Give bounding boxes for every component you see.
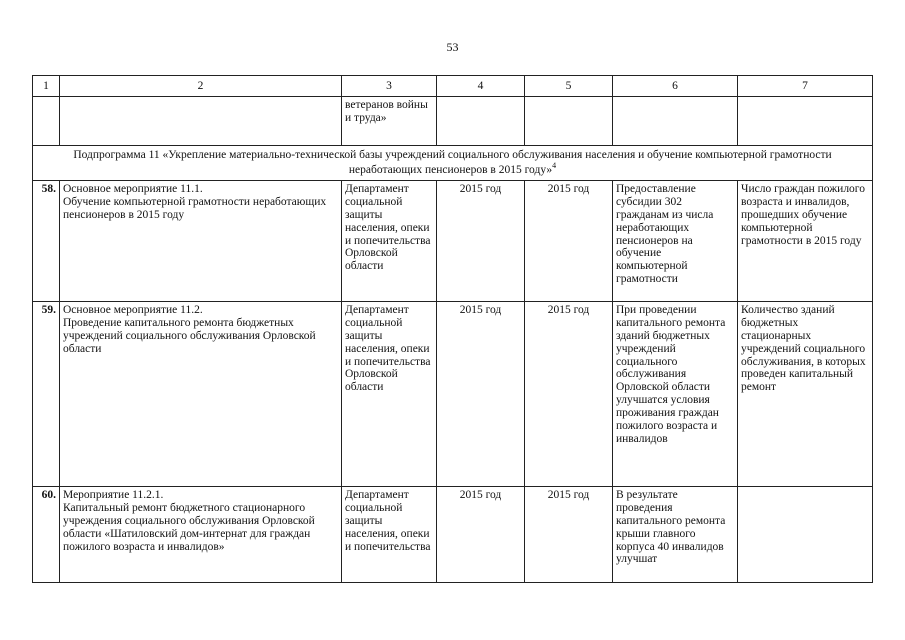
subprogram-text: Подпрограмма 11 «Укрепление материально-технической базы учреждений социального обслуживания населения и обучение компьютерной грамотности неработающих пенсионеров в 2015 году» xyxy=(73,149,832,176)
event-name xyxy=(60,487,342,583)
expected-result: В результате проведения капитального ремонта крыши главного корпуса 40 инвалидов улучшат xyxy=(613,487,738,583)
event-text: Основное мероприятие 11.1. Обучение компьютерной грамотности неработающих пенсионеров в 2015 году xyxy=(63,183,327,221)
indicator: Число граждан пожилого возраста и инвалидов, прошедших обучение компьютерной грамотности в 2015 году xyxy=(738,181,873,302)
header-row xyxy=(33,76,873,97)
end-date: 2015 год xyxy=(525,302,613,487)
row-number: 59. xyxy=(33,302,60,487)
row-number: 58. xyxy=(33,181,60,302)
table-row xyxy=(33,487,873,583)
column-header-1: 1 xyxy=(33,76,60,97)
subprogram-row xyxy=(33,146,873,181)
event-text: Мероприятие 11.2.1. Капитальный ремонт бюджетного стационарного учреждения социального обслуживания Орловской области «Шатиловский дом-интернат для граждан пожилого возраста и инвалидов» xyxy=(63,489,315,553)
table-row xyxy=(33,181,873,302)
start-date: 2015 год xyxy=(437,302,525,487)
continuation-row xyxy=(33,97,873,146)
subprogram-title xyxy=(33,146,873,181)
column-header-2: 2 xyxy=(60,76,342,97)
column-header-5: 5 xyxy=(525,76,613,97)
column-header-7: 7 xyxy=(738,76,873,97)
footnote-mark: 4 xyxy=(552,161,557,171)
executor: Департамент социальной защиты населения, опеки и попечительства Орловской области xyxy=(342,181,437,302)
end-date: 2015 год xyxy=(525,487,613,583)
program-table xyxy=(32,75,873,583)
executor: Департамент социальной защиты населения, опеки и попечительства Орловской области xyxy=(342,302,437,487)
indicator: Количество зданий бюджетных стационарных учреждений социального обслуживания, в которых проведен капитальный ремонт xyxy=(738,302,873,487)
continuation-executor: ветеранов войны и труда» xyxy=(342,97,437,146)
expected-result: При проведении капитального ремонта зданий бюджетных учреждений социального обслуживания Орловской области улучшатся условия проживания граждан пожилого возраста и инвалидов xyxy=(613,302,738,487)
event-name xyxy=(60,181,342,302)
end-date: 2015 год xyxy=(525,181,613,302)
executor: Департамент социальной защиты населения, опеки и попечительства xyxy=(342,487,437,583)
page-number: 53 xyxy=(446,40,459,54)
table-row xyxy=(33,302,873,487)
start-date: 2015 год xyxy=(437,181,525,302)
row-number: 60. xyxy=(33,487,60,583)
expected-result: Предоставление субсидии 302 гражданам из числа неработающих пенсионеров на обучение компьютерной грамотности xyxy=(613,181,738,302)
indicator xyxy=(738,487,873,583)
start-date: 2015 год xyxy=(437,487,525,583)
event-text: Основное мероприятие 11.2. Проведение капитального ремонта бюджетных учреждений социального обслуживания Орловской области xyxy=(63,304,316,355)
column-header-3: 3 xyxy=(342,76,437,97)
column-header-4: 4 xyxy=(437,76,525,97)
column-header-6: 6 xyxy=(613,76,738,97)
event-name xyxy=(60,302,342,487)
